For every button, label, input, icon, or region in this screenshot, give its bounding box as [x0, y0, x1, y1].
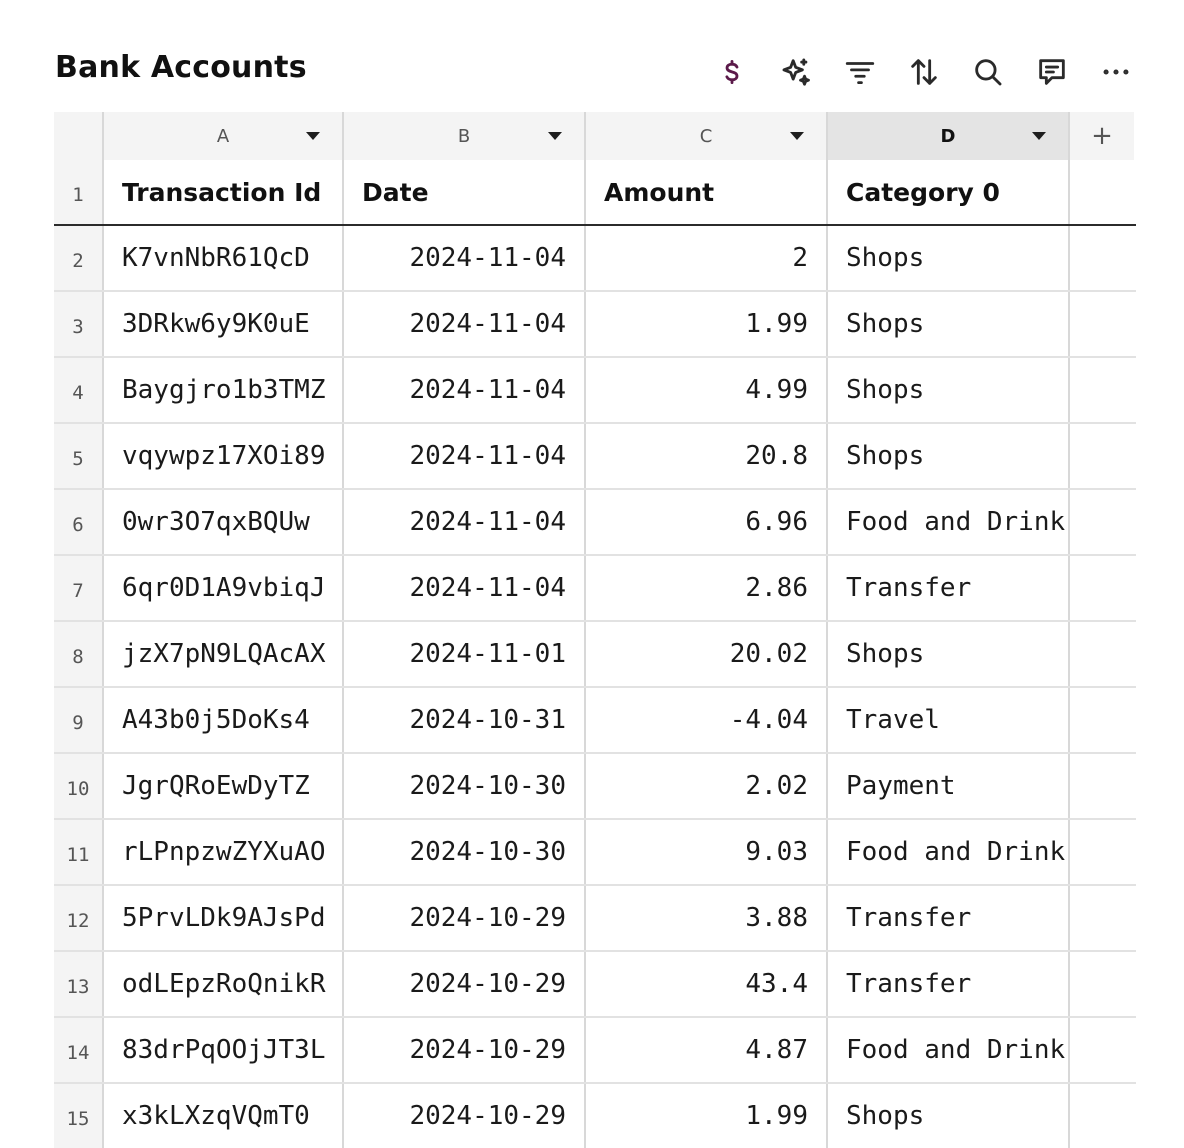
cell-transaction-id[interactable]: A43b0j5DoKs4 [102, 688, 344, 752]
cell-transaction-id[interactable]: vqywpz17XOi89 [102, 424, 344, 488]
column-header-row [54, 112, 1136, 160]
comments-button[interactable] [1032, 52, 1072, 92]
header-cell-transaction-id[interactable]: Transaction Id [102, 160, 344, 224]
cell-category[interactable]: Transfer [828, 886, 1070, 950]
empty-cell[interactable] [1070, 424, 1134, 488]
cell-category[interactable]: Shops [828, 358, 1070, 422]
cell-transaction-id[interactable]: 5PrvLDk9AJsPd [102, 886, 344, 950]
cell-transaction-id[interactable]: 6qr0D1A9vbiqJ [102, 556, 344, 620]
row-number[interactable]: 11 [54, 820, 102, 884]
header-cell-category[interactable]: Category 0 [828, 160, 1070, 224]
table-row [54, 556, 1136, 622]
cell-amount[interactable]: 4.99 [586, 358, 828, 422]
empty-cell[interactable] [1070, 1084, 1134, 1148]
cell-transaction-id[interactable]: rLPnpzwZYXuAO [102, 820, 344, 884]
column-letter: B [457, 125, 471, 147]
table-row [54, 952, 1136, 1018]
empty-cell[interactable] [1070, 226, 1134, 290]
cell-date[interactable]: 2024-10-30 [344, 820, 586, 884]
cell-amount[interactable]: 6.96 [586, 490, 828, 554]
cell-date[interactable]: 2024-11-01 [344, 622, 586, 686]
cell-transaction-id[interactable]: K7vnNbR61QcD [102, 226, 344, 290]
cell-amount[interactable]: 20.8 [586, 424, 828, 488]
column-menu-caret-icon[interactable] [306, 132, 320, 140]
header-cell-amount[interactable]: Amount [586, 160, 828, 224]
cell-amount[interactable]: 9.03 [586, 820, 828, 884]
cell-amount[interactable]: 2.86 [586, 556, 828, 620]
cell-category[interactable]: Food and Drink [828, 820, 1070, 884]
table-row [54, 754, 1136, 820]
table-row [54, 490, 1136, 556]
cell-amount[interactable]: 4.87 [586, 1018, 828, 1082]
row-number[interactable]: 7 [54, 556, 102, 620]
row-number[interactable]: 12 [54, 886, 102, 950]
sort-button[interactable] [904, 52, 944, 92]
cell-category[interactable]: Travel [828, 688, 1070, 752]
column-menu-caret-icon[interactable] [1032, 132, 1046, 140]
cell-transaction-id[interactable]: JgrQRoEwDyTZ [102, 754, 344, 818]
cell-transaction-id[interactable]: 0wr3O7qxBQUw [102, 490, 344, 554]
empty-cell[interactable] [1070, 754, 1134, 818]
search-button[interactable] [968, 52, 1008, 92]
empty-cell[interactable] [1070, 1018, 1134, 1082]
select-all-corner[interactable] [54, 112, 102, 160]
row-number[interactable]: 13 [54, 952, 102, 1016]
cell-amount[interactable]: 2.02 [586, 754, 828, 818]
row-number[interactable]: 15 [54, 1084, 102, 1148]
column-letter: C [699, 125, 713, 147]
table-row [54, 424, 1136, 490]
row-number[interactable]: 4 [54, 358, 102, 422]
sort-icon [907, 55, 941, 89]
header-cell-date[interactable]: Date [344, 160, 586, 224]
row-number[interactable]: 10 [54, 754, 102, 818]
cell-transaction-id[interactable]: odLEpzRoQnikR [102, 952, 344, 1016]
cell-transaction-id[interactable]: jzX7pN9LQAcAX [102, 622, 344, 686]
table-row [54, 1084, 1136, 1148]
table-row [54, 886, 1136, 952]
row-number[interactable]: 14 [54, 1018, 102, 1082]
cell-transaction-id[interactable]: 83drPqOOjJT3L [102, 1018, 344, 1082]
cell-amount[interactable]: 2 [586, 226, 828, 290]
empty-cell[interactable] [1070, 622, 1134, 686]
row-number[interactable]: 6 [54, 490, 102, 554]
toolbar [688, 52, 1136, 92]
cell-category[interactable]: Food and Drink [828, 1018, 1070, 1082]
header-row [54, 160, 1136, 226]
row-number[interactable]: 2 [54, 226, 102, 290]
more-options-button[interactable] [1096, 52, 1136, 92]
empty-cell[interactable] [1070, 490, 1134, 554]
table-row [54, 688, 1136, 754]
empty-cell[interactable] [1070, 556, 1134, 620]
column-menu-caret-icon[interactable] [790, 132, 804, 140]
column-header-d[interactable] [828, 112, 1070, 160]
row-number[interactable]: 3 [54, 292, 102, 356]
search-icon [971, 55, 1005, 89]
column-letter: A [216, 125, 230, 147]
spreadsheet-grid [54, 112, 1136, 1148]
cell-category[interactable]: Shops [828, 622, 1070, 686]
column-header-a[interactable] [102, 112, 344, 160]
table-row [54, 1018, 1136, 1084]
cell-category[interactable]: Food and Drink [828, 490, 1070, 554]
cell-amount[interactable]: 1.99 [586, 1084, 828, 1148]
column-menu-caret-icon[interactable] [548, 132, 562, 140]
cell-category[interactable]: Shops [828, 424, 1070, 488]
filter-icon [843, 55, 877, 89]
cell-date[interactable]: 2024-10-29 [344, 886, 586, 950]
cell-date[interactable]: 2024-11-04 [344, 490, 586, 554]
cell-amount[interactable]: 1.99 [586, 292, 828, 356]
cell-date[interactable]: 2024-11-04 [344, 556, 586, 620]
row-number[interactable]: 5 [54, 424, 102, 488]
cell-amount[interactable]: -4.04 [586, 688, 828, 752]
cell-category[interactable]: Payment [828, 754, 1070, 818]
cell-category[interactable]: Transfer [828, 952, 1070, 1016]
cell-date[interactable]: 2024-11-04 [344, 358, 586, 422]
cell-date[interactable]: 2024-10-30 [344, 754, 586, 818]
page-title: Bank Accounts [55, 50, 307, 85]
cell-transaction-id[interactable]: Baygjro1b3TMZ [102, 358, 344, 422]
cell-date[interactable]: 2024-10-31 [344, 688, 586, 752]
cell-date[interactable]: 2024-11-04 [344, 292, 586, 356]
sparkle-icon [779, 55, 813, 89]
cell-date[interactable]: 2024-11-04 [344, 226, 586, 290]
table-row [54, 292, 1136, 358]
empty-cell[interactable] [1070, 886, 1134, 950]
dollar-icon [715, 55, 749, 89]
cell-date[interactable]: 2024-11-04 [344, 424, 586, 488]
more-icon [1099, 55, 1133, 89]
row-number[interactable]: 8 [54, 622, 102, 686]
row-number[interactable]: 1 [54, 160, 102, 224]
table-row [54, 820, 1136, 886]
cell-category[interactable]: Transfer [828, 556, 1070, 620]
comment-icon [1035, 55, 1069, 89]
cell-amount[interactable]: 43.4 [586, 952, 828, 1016]
column-header-b[interactable] [344, 112, 586, 160]
empty-cell[interactable] [1070, 952, 1134, 1016]
empty-cell[interactable] [1070, 358, 1134, 422]
add-column-button[interactable]: + [1070, 112, 1134, 160]
ai-assist-button[interactable] [776, 52, 816, 92]
table-row [54, 622, 1136, 688]
cell-category[interactable]: Shops [828, 292, 1070, 356]
cell-date[interactable]: 2024-10-29 [344, 1084, 586, 1148]
empty-cell[interactable] [1070, 160, 1134, 224]
column-header-c[interactable] [586, 112, 828, 160]
cell-amount[interactable]: 20.02 [586, 622, 828, 686]
table-row [54, 226, 1136, 292]
empty-cell[interactable] [1070, 688, 1134, 752]
empty-cell[interactable] [1070, 292, 1134, 356]
filter-button[interactable] [840, 52, 880, 92]
row-number[interactable]: 9 [54, 688, 102, 752]
cell-category[interactable]: Shops [828, 226, 1070, 290]
cell-category[interactable]: Shops [828, 1084, 1070, 1148]
table-row [54, 358, 1136, 424]
cell-amount[interactable]: 3.88 [586, 886, 828, 950]
cell-date[interactable]: 2024-10-29 [344, 952, 586, 1016]
cell-transaction-id[interactable]: 3DRkw6y9K0uE [102, 292, 344, 356]
column-letter: D [940, 125, 956, 147]
empty-cell[interactable] [1070, 820, 1134, 884]
cell-date[interactable]: 2024-10-29 [344, 1018, 586, 1082]
cell-transaction-id[interactable]: x3kLXzqVQmT0 [102, 1084, 344, 1148]
dollar-button[interactable] [712, 52, 752, 92]
